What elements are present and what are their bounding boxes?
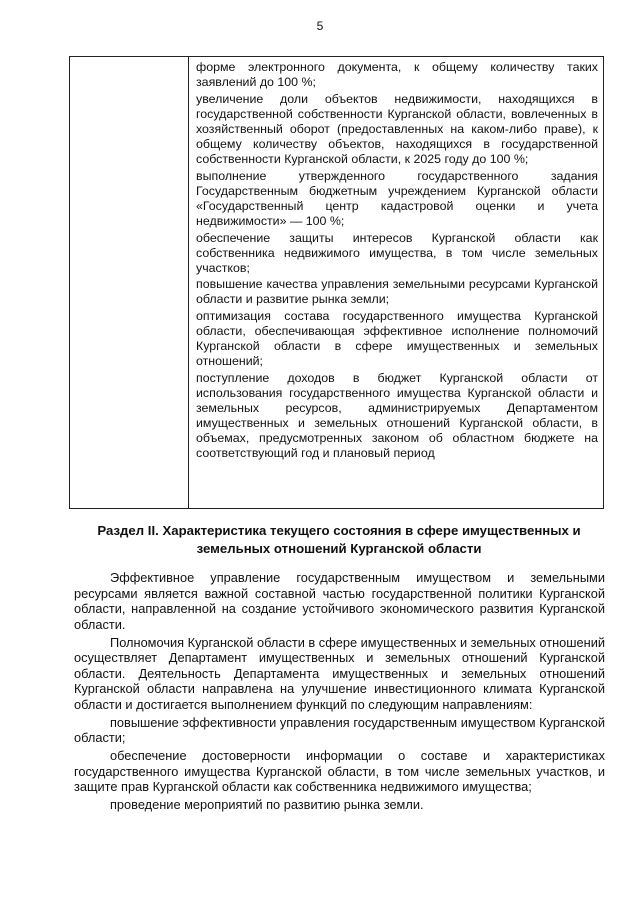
paragraph: обеспечение достоверности информации о составе и характеристиках государственного имущества Курганской области, в том числе земельных участков, и защите прав Курганской области как собственника недвижимого имущества; (74, 748, 605, 795)
goal-item: форме электронного документа, к общему количеству таких заявлений до 100 %; (196, 60, 598, 90)
table-right-column (196, 60, 598, 461)
goals-table (69, 56, 604, 509)
goal-item: увеличение доли объектов недвижимости, находящихся в государственной собственности Курганской области, вовлеченных в хозяйственный оборот (предоставленных на каком-либо праве), к общему количеству объектов, находящихся в государственной собственности Курганской области, к 2025 году до 100 %; (196, 91, 598, 167)
goal-item: поступление доходов в бюджет Курганской области от использования государственного имущества Курганской области и земельных ресурсов, администрируемых Департаментом имущественных и земельных отношений Курганской области, в объемах, предусмотренных законом об областном бюджете на соответствующий год и плановый период (196, 370, 598, 461)
paragraph: Полномочия Курганской области в сфере имущественных и земельных отношений осуществляет Департамент имущественных и земельных отношений Курганской области. Деятельность Департамента имущественных и земельных отношений Курганской области направлена на улучшение инвестиционного климата Курганской области и достигается выполнением функций по следующим направлениям: (74, 634, 605, 712)
table-left-column (70, 57, 189, 508)
paragraph: повышение эффективности управления государственным имуществом Курганской области; (74, 714, 605, 746)
section-body (74, 570, 605, 815)
goal-item: оптимизация состава государственного имущества Курганской области, обеспечивающая эффективное исполнение полномочий Курганской области в сфере имущественных и земельных отношений; (196, 309, 598, 369)
paragraph: Эффективное управление государственным имуществом и земельными ресурсами является важной составной частью государственной политики Курганской области, направленной на создание устойчивого экономического развития Курганской области. (74, 570, 605, 632)
goal-item: выполнение утвержденного государственного задания Государственным бюджетным учреждением Курганской области «Государственный центр кадастровой оценки и учета недвижимости» — 100 %; (196, 168, 598, 228)
section-heading: Раздел II. Характеристика текущего состояния в сфере имущественных и земельных отношений Курганской области (97, 523, 581, 556)
page-number: 5 (316, 19, 324, 33)
paragraph: проведение мероприятий по развитию рынка земли. (110, 797, 424, 813)
goal-item: обеспечение защиты интересов Курганской области как собственника недвижимого имущества, в том числе земельных участков; (196, 230, 598, 275)
goal-item: повышение качества управления земельными ресурсами Курганской области и развитие рынка земли; (196, 277, 598, 307)
